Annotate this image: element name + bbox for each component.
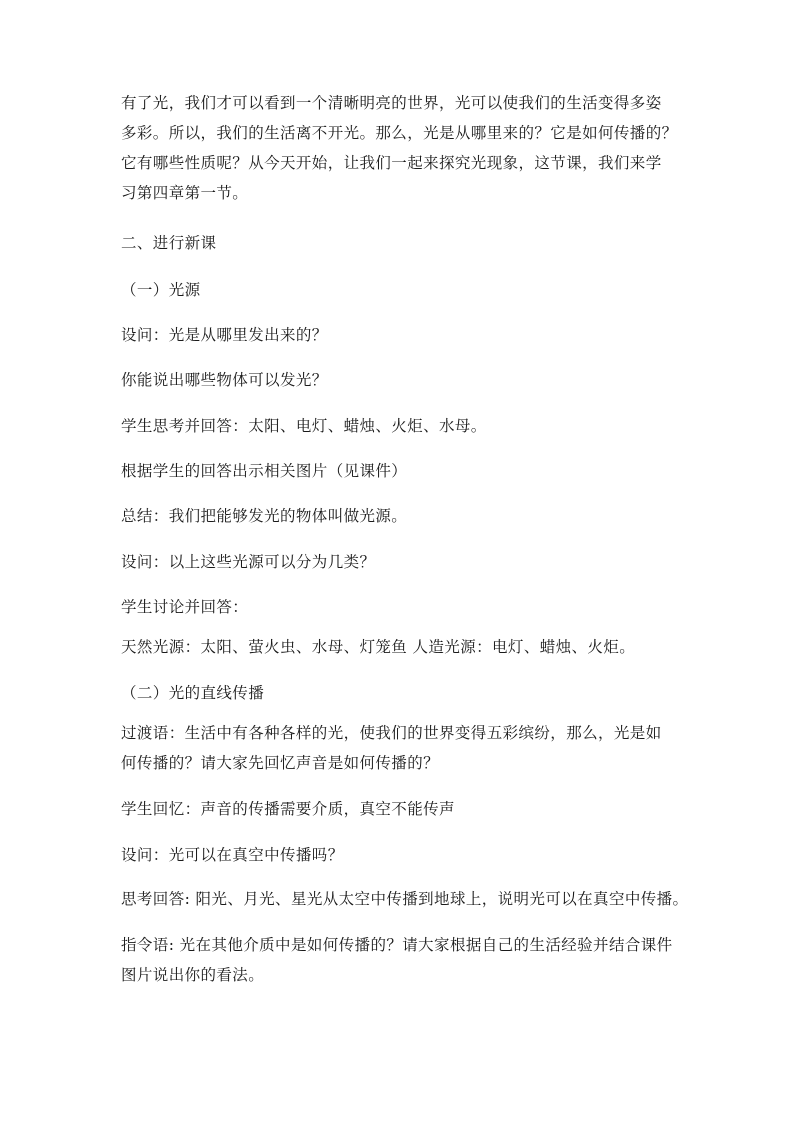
text-line: 设问：光是从哪里发出来的？: [121, 326, 328, 344]
text-line: 天然光源：太阳、萤火虫、水母、灯笼鱼 人造光源：电灯、蜡烛、火炬。: [121, 638, 636, 656]
subsection-heading-straight-line-propagation: [121, 678, 681, 708]
text-line: 何传播的？请大家先回忆声音是如何传播的？: [121, 754, 440, 772]
discussion-paragraph: [121, 592, 681, 622]
text-line: 指令语: 光在其他介质中是如何传播的？请大家根据自己的生活经验并结合课件: [121, 936, 673, 954]
text-line: 过渡语：生活中有各种各样的光，使我们的世界变得五彩缤纷，那么，光是如: [121, 724, 662, 742]
text-line: 设问：以上这些光源可以分为几类？: [121, 553, 376, 571]
summary-paragraph: [121, 501, 681, 531]
recall-paragraph: [121, 794, 681, 824]
text-line: 设问：光可以在真空中传播吗？: [121, 846, 344, 864]
text-line: 你能说出哪些物体可以发光？: [121, 371, 328, 389]
text-line: 它有哪些性质呢？从今天开始，让我们一起来探究光现象，这节课，我们来学: [121, 154, 662, 172]
instruction-paragraph: [121, 930, 681, 990]
text-line: （二）光的直线传播: [121, 684, 265, 702]
answer-paragraph: [121, 411, 681, 441]
text-line: 思考回答: 阳光、月光、星光从太空中传播到地球上，说明光可以在真空中传播。: [121, 890, 689, 908]
text-line: 习第四章第一节。: [121, 184, 249, 202]
text-line: 学生讨论并回答：: [121, 598, 249, 616]
text-line: 学生思考并回答：太阳、电灯、蜡烛、火炬、水母。: [121, 417, 487, 435]
intro-paragraph: [121, 88, 681, 208]
instruction-paragraph: [121, 456, 681, 486]
subsection-heading-light-source: [121, 275, 681, 305]
text-line: 根据学生的回答出示相关图片（见课件）: [121, 462, 408, 480]
text-line: 多彩。所以，我们的生活离不开光。那么，光是从哪里来的？它是如何传播的？: [121, 124, 678, 142]
light-source-types-paragraph: [121, 632, 681, 662]
text-line: 有了光，我们才可以看到一个清晰明亮的世界，光可以使我们的生活变得多姿: [121, 94, 662, 112]
text-line: 图片说出你的看法。: [121, 966, 265, 984]
question-paragraph: [121, 365, 681, 395]
text-line: 二、进行新课: [121, 234, 217, 252]
answer-paragraph: [121, 884, 689, 914]
section-heading-new-lesson: [121, 228, 681, 258]
text-line: 总结：我们把能够发光的物体叫做光源。: [121, 507, 408, 525]
question-paragraph: [121, 547, 681, 577]
text-line: 学生回忆：声音的传播需要介质，真空不能传声: [121, 800, 455, 818]
question-paragraph: [121, 320, 681, 350]
text-line: （一）光源: [121, 281, 201, 299]
transition-paragraph: [121, 718, 681, 778]
question-paragraph: [121, 840, 681, 870]
